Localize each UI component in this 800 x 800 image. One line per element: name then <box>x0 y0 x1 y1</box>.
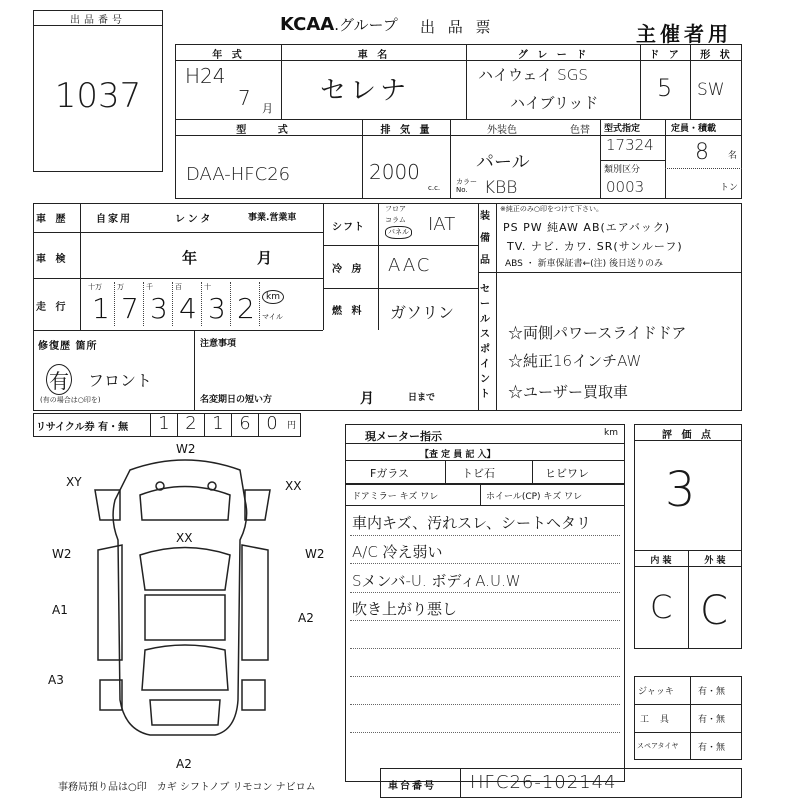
mileage-unit: 万 <box>117 283 124 291</box>
recycle-unit: 円 <box>287 421 297 431</box>
wheel-label: ホイール(CP) キズ ワレ <box>486 492 583 502</box>
tools-label: 工 具 <box>640 715 673 725</box>
exterior-label: 外 装 <box>704 556 726 566</box>
history-business: 事業.営業車 <box>248 213 297 223</box>
brand-name: KCAA <box>280 14 335 35</box>
inspection-year: 年 <box>182 249 198 267</box>
repair-value: 有 <box>46 364 72 395</box>
meter-label: 現メーター指示 <box>365 430 442 443</box>
role-label: 主催者用 <box>636 22 732 46</box>
interior-label: 内 装 <box>650 556 672 566</box>
mileage-value: 2 <box>237 292 255 325</box>
sales-point-2: ☆純正16インチAW <box>508 352 642 370</box>
equipment-label: 装 備 品 <box>480 211 490 266</box>
type-designation-label: 型式指定 <box>604 124 641 134</box>
chassis-number: HFC26-102144 <box>470 772 617 793</box>
history-label: 車 歴 <box>36 214 69 225</box>
month-unit: 月 <box>262 102 273 115</box>
inspection-note-3: Sメンバ-U. ボディA.U.W <box>352 572 521 590</box>
km-unit: km <box>262 290 284 304</box>
recycle-digit: 6 <box>231 413 258 437</box>
mark-a2-right: A2 <box>298 611 314 625</box>
mileage-unit: 千 <box>146 283 153 291</box>
history-rental: レンタ <box>175 214 214 225</box>
equipment-note: ※純正のみ○印をつけて下さい。 <box>500 205 603 213</box>
spare-yn: 有・無 <box>698 743 726 753</box>
cc-unit: c.c. <box>428 184 441 192</box>
history-private: 自家用 <box>96 214 132 225</box>
sales-point-3: ☆ユーザー買取車 <box>508 383 629 401</box>
color-no: KBB <box>484 178 518 198</box>
car-name: セレナ <box>320 76 411 106</box>
inspection-note-1: 車内キズ、汚れスレ、シートヘタリ <box>352 514 591 532</box>
mileage-unit: 十 <box>204 283 211 291</box>
mark-a3: A3 <box>48 673 64 687</box>
year-era: H24 <box>185 64 226 88</box>
displacement: 2000 <box>369 160 420 184</box>
crack-small: トビ石 <box>462 467 495 480</box>
shift-option: フロア <box>385 205 406 213</box>
color-change-label: 色替 <box>570 125 590 136</box>
spare-label: スペアタイヤ <box>637 742 679 750</box>
group-name: .グループ <box>334 16 398 34</box>
tools-yn: 有・無 <box>698 715 726 725</box>
recycle-digit: 1 <box>150 413 177 437</box>
grade-line1: ハイウェイ SGS <box>478 66 588 84</box>
capacity-unit: 名 <box>728 151 738 161</box>
recycle-label: リサイクル券 有・無 <box>36 422 129 433</box>
repair-location: フロント <box>88 371 153 390</box>
mileage-value: 7 <box>121 292 139 325</box>
shift: IAT <box>428 214 456 235</box>
color-no-label: カラー No. <box>456 178 477 194</box>
name-label: 車 名 <box>357 50 391 61</box>
exterior-grade: C <box>700 588 728 634</box>
displacement-label: 排 気 量 <box>380 125 433 136</box>
grade-label: 評 価 点 <box>662 430 714 441</box>
mark-a1: A1 <box>52 603 68 617</box>
mirror-label: ドアミラー キズ ワレ <box>352 492 439 502</box>
model: DAA-HFC26 <box>186 164 291 185</box>
mileage-label: 走 行 <box>36 302 69 313</box>
interior-grade: C <box>650 588 673 626</box>
shape-label: 形 状 <box>700 50 733 61</box>
mileage-value: 1 <box>92 292 110 325</box>
model-label: 型 式 <box>236 125 302 136</box>
jack-label: ジャッキ <box>638 687 674 697</box>
ac-label: 冷 房 <box>332 264 365 275</box>
ac: AAC <box>388 255 432 276</box>
grade-line2: ハイブリッド <box>510 94 599 112</box>
jack-yn: 有・無 <box>698 687 726 697</box>
mark-xy: XY <box>66 475 82 489</box>
crack-large: ヒビワレ <box>545 467 589 480</box>
chassis-label: 車台番号 <box>388 781 436 792</box>
repair-note: (有の場合は○印を) <box>40 396 101 404</box>
repair-label: 修復歴 箇所 <box>38 341 98 352</box>
equipment-line2: TV. ナビ. カワ. SR(サンルーフ) <box>507 240 683 253</box>
inspection-note-2: A/C 冷え弱い <box>352 543 443 561</box>
mark-xx-center: XX <box>176 531 193 545</box>
inspection-note-4: 吹き上がり悪し <box>352 600 458 618</box>
glass-label: Fガラス <box>370 467 409 480</box>
grade-label: グ レ ー ド <box>517 50 590 61</box>
deposit-note: 事務局預り品は○印 カギ シフトノブ リモコン ナビロム <box>58 782 316 793</box>
meter-unit: km <box>604 428 618 438</box>
mark-w2-top: W2 <box>176 442 196 456</box>
door-label: ド ア <box>649 50 682 61</box>
type-designation: 17324 <box>606 136 654 154</box>
mileage-unit: 十万 <box>88 283 102 291</box>
mark-a2-bottom: A2 <box>176 757 192 771</box>
exterior-color: パール <box>476 152 530 173</box>
grade-value: 3 <box>665 462 696 518</box>
sales-point-1: ☆両側パワースライドドア <box>508 324 687 342</box>
year-label: 年 式 <box>212 50 245 61</box>
category: 0003 <box>606 178 645 196</box>
recycle-digit: 0 <box>258 413 285 437</box>
load-unit: トン <box>720 183 739 193</box>
shape: SW <box>697 80 725 100</box>
fuel-label: 燃 料 <box>332 306 365 317</box>
lot-label: 出品番号 <box>34 11 162 26</box>
shift-label: シフト <box>332 222 365 233</box>
mileage-value: 4 <box>179 292 197 325</box>
name-change-month: 月 <box>360 391 374 407</box>
year-month: 7 <box>238 86 251 110</box>
sales-label: セ ー ル ス ポ イ ン ト <box>480 284 490 400</box>
mark-xx-right: XX <box>285 479 302 493</box>
capacity-label: 定員・積載 <box>671 124 717 134</box>
capacity: 8 <box>695 140 709 165</box>
recycle-digit: 1 <box>204 413 231 437</box>
shift-option: パネル <box>385 226 412 239</box>
mile-unit: マイル <box>262 313 283 321</box>
equipment-line3: ABS ・ 新車保証書←(注) 後日送りのみ <box>505 259 664 269</box>
equipment-line1: PS PW 純AW AB(エアバック) <box>503 221 671 234</box>
mark-w2-right: W2 <box>305 547 325 561</box>
inspection-month: 月 <box>257 249 273 267</box>
shift-option: コラム <box>385 216 406 224</box>
color-label: 外装色 <box>487 125 517 136</box>
recycle-digit: 2 <box>177 413 204 437</box>
name-change-day: 日まで <box>408 393 436 403</box>
lot-number: 1037 <box>54 76 142 116</box>
caution-label: 注意事項 <box>200 339 237 349</box>
inspection-label: 車 検 <box>36 254 69 265</box>
mileage-value: 3 <box>150 292 168 325</box>
mileage-value: 3 <box>208 292 226 325</box>
mark-w2-left: W2 <box>52 547 72 561</box>
fuel: ガソリン <box>390 303 455 322</box>
category-label: 類別区分 <box>604 165 641 175</box>
name-change-label: 名変期日の短い方 <box>200 395 273 405</box>
form-title: 出 品 票 <box>420 18 495 36</box>
inspector-label: 【査 定 員 記 入】 <box>420 450 496 460</box>
doors: 5 <box>657 74 673 102</box>
mileage-unit: 百 <box>175 283 182 291</box>
